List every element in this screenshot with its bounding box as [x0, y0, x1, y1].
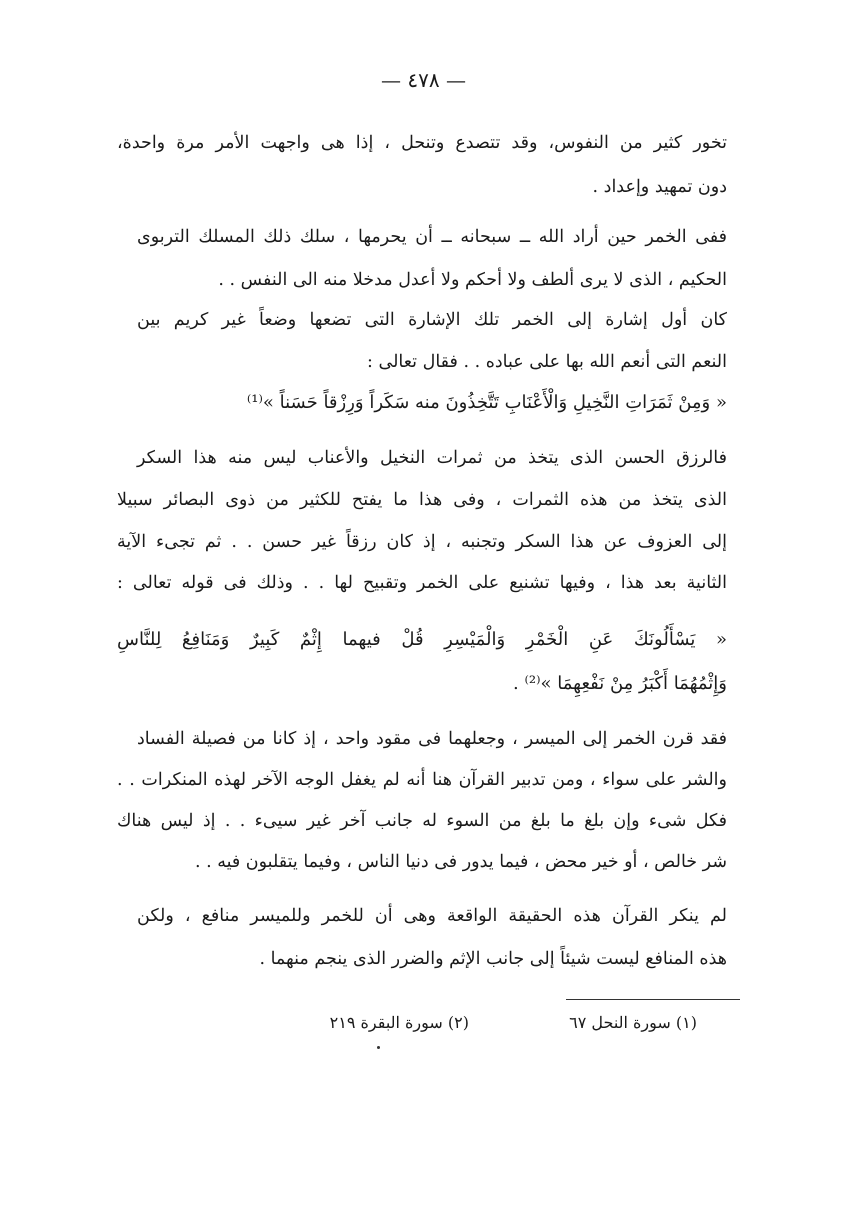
paragraph-line: الثانية بعد هذا ، وفيها تشنيع على الخمر وتقبيح لها . . وذلك فى قوله تعالى : — [117, 573, 727, 593]
paragraph-line: إلى العزوف عن هذا السكر وتجنبه ، إذ كان رزقاً غير حسن . . ثم تجىء الآية — [117, 532, 727, 552]
footnote: (٢) سورة البقرة ٢١٩ — [329, 1013, 469, 1032]
paragraph-line: والشر على سواء ، ومن تدبير القرآن هنا أنه لم يغفل الوجه الآخر لهذه المنكرات . . — [117, 770, 727, 790]
quran-verse: وَإِثْمُهُمَا أَكْبَرُ مِنْ نَفْعِهِمَا »⁽²⁾ . — [513, 673, 727, 694]
paragraph-line: هذه المنافع ليست شيئاً إلى جانب الإثم والضرر الذى ينجم منهما . — [259, 949, 727, 969]
page-number: — ٤٧٨ — — [381, 68, 466, 92]
paragraph-line: فقد قرن الخمر إلى الميسر ، وجعلهما فى مقود واحد ، إذ كانا من فصيلة الفساد — [137, 729, 727, 749]
paragraph-line: دون تمهيد وإعداد . — [592, 177, 727, 197]
paragraph-line: الحكيم ، الذى لا يرى ألطف ولا أحكم ولا أعدل مدخلا منه الى النفس . . — [218, 270, 727, 290]
paragraph-line: تخور كثير من النفوس، وقد تتصدع وتنحل ، إذا هى واجهت الأمر مرة واحدة، — [117, 133, 727, 153]
paragraph-line: لم ينكر القرآن هذه الحقيقة الواقعة وهى أن للخمر وللميسر منافع ، ولكن — [137, 906, 727, 926]
ink-dot — [377, 1046, 380, 1049]
quran-verse: « يَسْأَلُونَكَ عَنِ الْخَمْرِ وَالْمَيْسِرِ قُلْ فيهما إِثْمٌ كَبِيرٌ وَمَنَافِعُ لِلنَّاسِ — [117, 629, 727, 650]
paragraph-line: كان أول إشارة إلى الخمر تلك الإشارة التى تضعها وضعاً غير كريم بين — [137, 310, 727, 330]
footnote: (١) سورة النحل ٦٧ — [569, 1013, 697, 1032]
paragraph-line: فكل شىء وإن بلغ ما بلغ من السوء له جانب آخر غير سيىء . . إذ ليس هناك — [117, 811, 727, 831]
paragraph-line: شر خالص ، أو خير محض ، فيما يدور فى دنيا الناس ، وفيما يتقلبون فيه . . — [194, 852, 727, 872]
paragraph-line: ففى الخمر حين أراد الله ــ سبحانه ــ أن يحرمها ، سلك ذلك المسلك التربوى — [137, 227, 727, 247]
paragraph-line: الذى يتخذ من هذه الثمرات ، وفى هذا ما يفتح للكثير من ذوى البصائر سبيلا — [117, 490, 727, 510]
paragraph-line: النعم التى أنعم الله بها على عباده . . فقال تعالى : — [367, 352, 727, 372]
quran-verse: « وَمِنْ ثَمَرَاتِ النَّخِيلِ وَالْأَعْنَابِ تَتَّخِذُونَ منه سَكَراً وَرِزْقاً حَسَناً »⁽¹⁾ — [246, 392, 727, 413]
footnote-divider — [566, 999, 740, 1000]
paragraph-line: فالرزق الحسن الذى يتخذ من ثمرات النخيل والأعناب ليس منه هذا السكر — [137, 448, 727, 468]
